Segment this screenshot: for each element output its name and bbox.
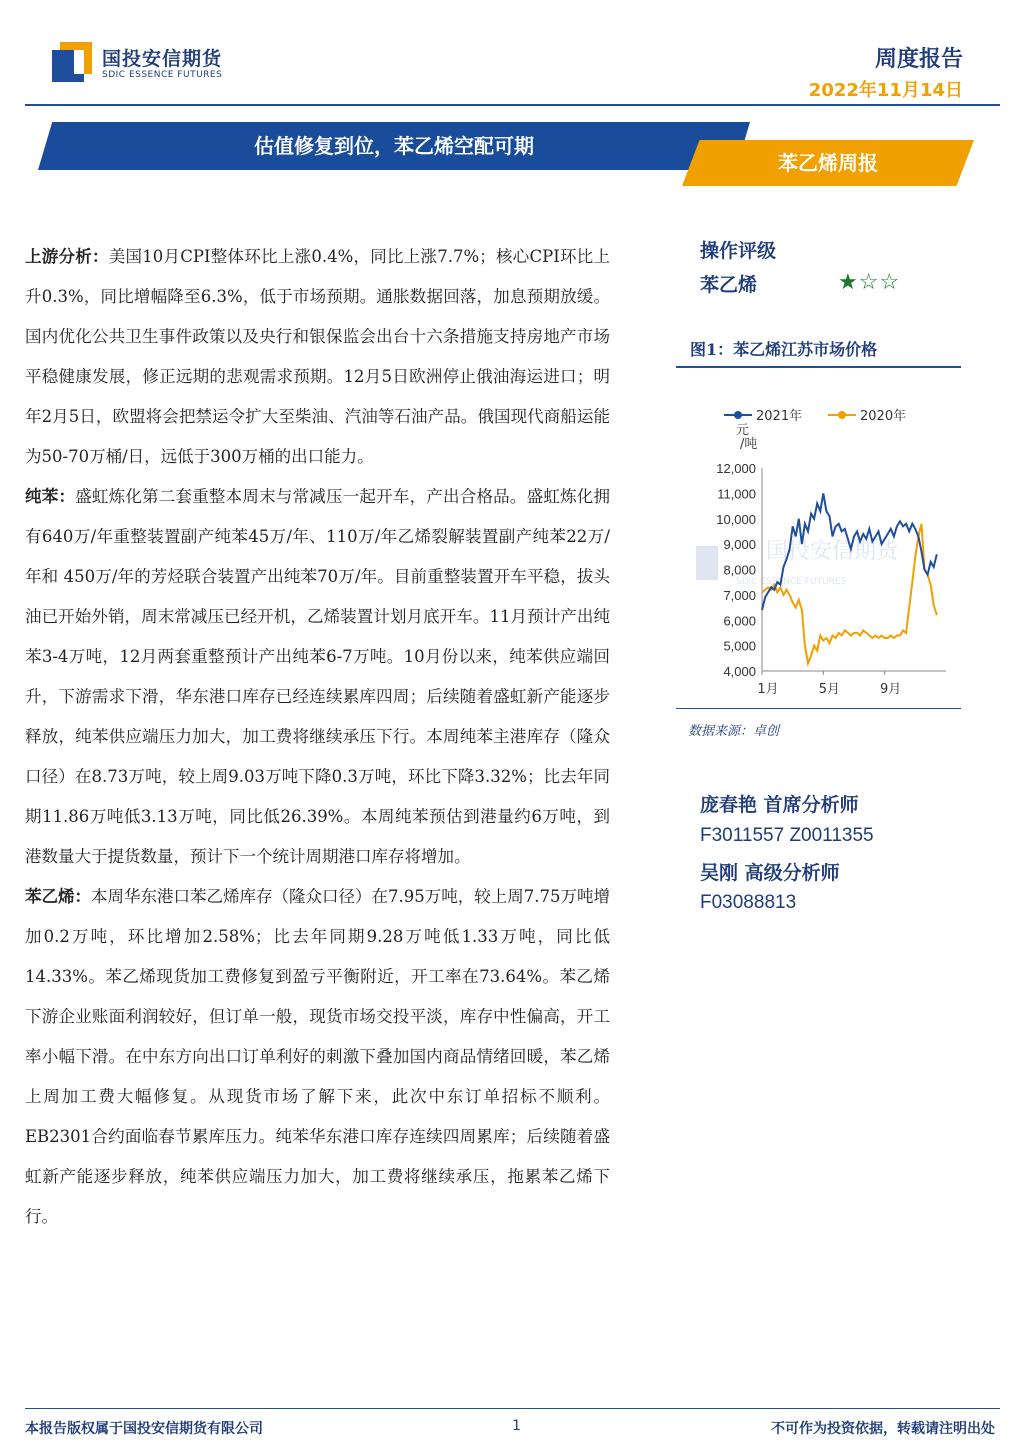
report-tag: 苯乙烯周报 xyxy=(778,151,878,175)
y-tick-label: 6,000 xyxy=(723,613,756,629)
footer-disclaimer: 不可作为投资依据，转载请注明出处 xyxy=(771,1421,995,1437)
watermark-text-en: SDIC ESSENCE FUTURES xyxy=(736,577,847,587)
figure-title: 图1：苯乙烯江苏市场价格 xyxy=(690,340,878,359)
figure-top-rule xyxy=(676,366,961,368)
logo-mark-icon xyxy=(52,42,92,82)
report-type: 周度报告 xyxy=(874,47,963,72)
analyst-2-name: 吴刚 高级分析师 xyxy=(700,862,840,884)
y-tick-label: 10,000 xyxy=(716,511,756,527)
y-tick-label: 4,000 xyxy=(723,664,756,679)
report-date: 2022年11月14日 xyxy=(808,80,963,101)
report-title: 估值修复到位，苯乙烯空配可期 xyxy=(254,134,534,158)
report-body xyxy=(25,237,610,1237)
figure-bottom-rule xyxy=(676,708,961,709)
page-number: 1 xyxy=(512,1418,521,1434)
logo-text-en: SDIC ESSENCE FUTURES xyxy=(102,70,223,80)
rating-title: 操作评级 xyxy=(700,240,777,262)
y-tick-label: 9,000 xyxy=(723,537,756,553)
paragraph-text: 本周华东港口苯乙烯库存（隆众口径）在7.95万吨，较上周7.75万吨增加0.2万吨，环比增加2.58%；比去年同期9.28万吨低1.33万吨，同比低14.33%。苯乙烯现货加工费修复到盈亏平衡附近，开工率在73.64%。苯乙烯下游企业账面利润较好，但订单一般，现货市场交投平淡，库存中性偏高，开工率小幅下滑。在中东方向出口订单利好的刺激下叠加国内商品情绪回暖，苯乙烯上周加工费大幅修复。从现货市场了解下来，此次中东订单招标不顺利。EB2301合约面临春节累库压力。纯苯华东港口库存连续四周累库；后续随着盛虹新产能逐步释放，纯苯供应端压力加大，加工费将继续承压，拖累苯乙烯下行。 xyxy=(25,887,611,1226)
y-tick-label: 12,000 xyxy=(716,461,756,476)
paragraph-benzene xyxy=(25,477,610,877)
legend-marker xyxy=(734,411,742,419)
paragraph-lead: 苯乙烯： xyxy=(25,887,92,906)
figure-source: 数据来源：卓创 xyxy=(688,724,780,739)
y-tick-label: 7,000 xyxy=(723,587,756,603)
legend-label: 2021年 xyxy=(756,409,803,424)
price-line-chart xyxy=(676,396,966,706)
y-tick-label: 11,000 xyxy=(717,486,756,502)
paragraph-upstream xyxy=(25,237,610,477)
analyst-2-id: F03088813 xyxy=(700,892,797,913)
x-tick-label: 1月 xyxy=(757,682,779,697)
paragraph-lead: 上游分析： xyxy=(25,247,109,266)
rating-product: 苯乙烯 xyxy=(700,274,758,296)
header-divider xyxy=(25,104,1000,106)
y-axis-unit-top: 元 xyxy=(736,423,750,438)
x-tick-label: 5月 xyxy=(818,682,840,697)
footer-divider xyxy=(25,1408,1000,1409)
logo-text-cn: 国投安信期货 xyxy=(102,48,223,70)
y-tick-label: 8,000 xyxy=(723,562,756,578)
footer-copyright: 本报告版权属于国投安信期货有限公司 xyxy=(25,1421,263,1437)
legend-label: 2020年 xyxy=(860,409,907,424)
x-tick-label: 9月 xyxy=(880,682,902,697)
paragraph-text: 盛虹炼化第二套重整本周末与常减压一起开车，产出合格品。盛虹炼化拥有640万/年重整装置副产纯苯45万/年、110万/年乙烯裂解装置副产纯苯22万/年和 450万/年的芳烃联合装置产出纯苯70万/年。目前重整装置开车平稳，拔头油已开始外销，周末常减压已经开机，乙烯装置计划月底开车。11月预计产出纯苯3-4万吨，12月两套重整预计产出纯苯6-7万吨。10月份以来，纯苯供应端回升，下游需求下滑，华东港口库存已经连续累库四周；后续随着盛虹新产能逐步释放，纯苯供应端压力加大，加工费将继续承压下行。本周纯苯主港库存（隆众口径）在8.73万吨，较上周9.03万吨下降0.3万吨，环比下降3.32%；比去年同期11.86万吨低3.13万吨，同比低26.39%。本周纯苯预估到港量约6万吨，到港数量大于提货数量，预计下一个统计周期港口库存将增加。 xyxy=(25,487,611,866)
y-tick-label: 5,000 xyxy=(723,638,756,654)
company-logo xyxy=(52,38,252,88)
paragraph-lead: 纯苯： xyxy=(25,487,76,506)
paragraph-styrene xyxy=(25,877,610,1237)
analyst-1-name: 庞春艳 首席分析师 xyxy=(700,794,859,816)
rating-stars-icon: ★☆☆ xyxy=(838,270,901,295)
legend-marker xyxy=(838,411,846,419)
analyst-1-id: F3011557 Z0011355 xyxy=(700,825,874,846)
y-axis-unit-bottom: /吨 xyxy=(740,437,758,452)
watermark-mark xyxy=(696,546,718,580)
watermark-text: 国投安信期货 xyxy=(766,539,899,564)
paragraph-text: 美国10月CPI整体环比上涨0.4%，同比上涨7.7%；核心CPI环比上升0.3%，同比增幅降至6.3%，低于市场预期。通胀数据回落，加息预期放缓。国内优化公共卫生事件政策以及央行和银保监会出台十六条措施支持房地产市场平稳健康发展，修正远期的悲观需求预期。12月5日欧洲停止俄油海运进口；明年2月5日，欧盟将会把禁运令扩大至柴油、汽油等石油产品。俄国现代商船运能为50-70万桶/日，远低于300万桶的出口能力。 xyxy=(25,247,610,466)
